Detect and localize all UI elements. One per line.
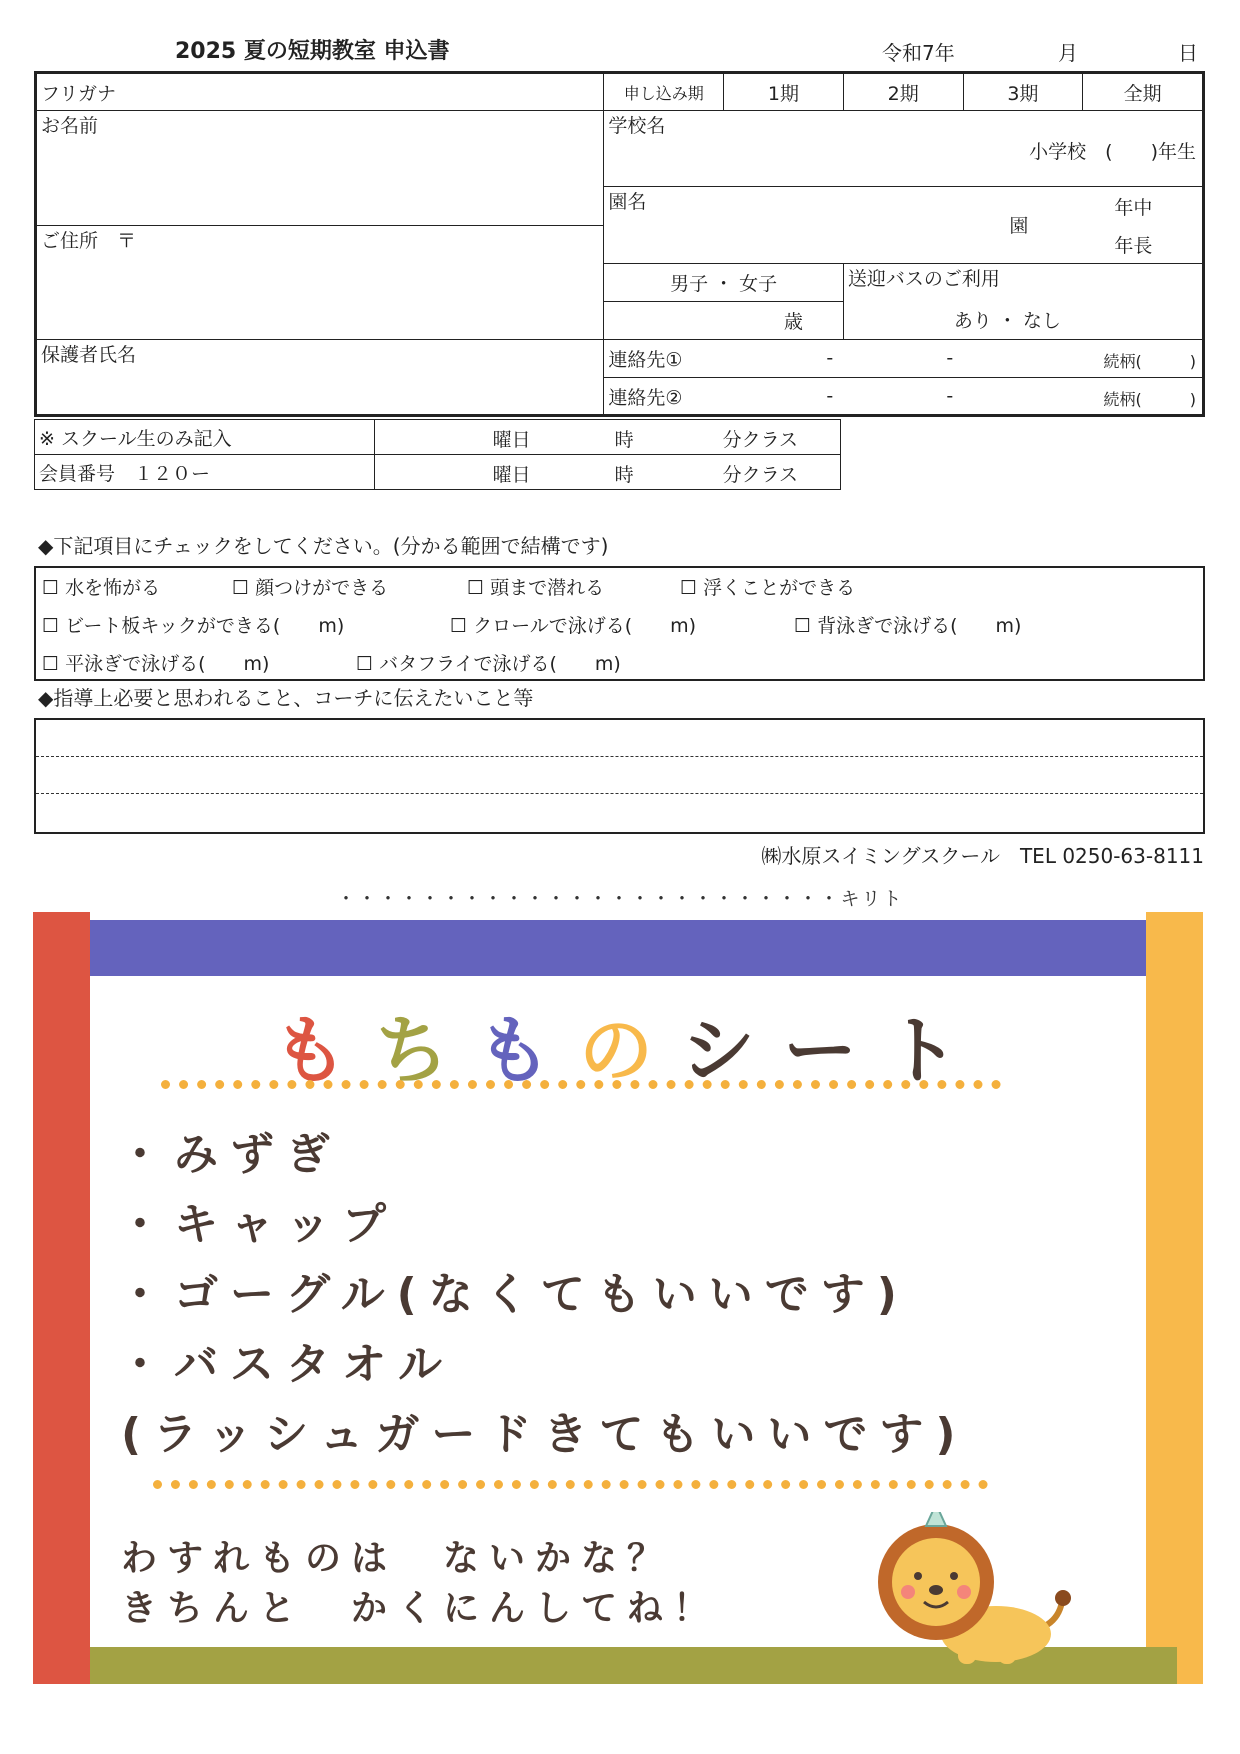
school-member-table [34, 419, 841, 490]
check-float[interactable]: ☐ 浮くことができる [680, 577, 856, 599]
check-face-in[interactable]: ☐ 顔つけができる [232, 577, 389, 599]
item-towel: ・バスタオル [118, 1339, 454, 1390]
notes-line [36, 793, 1203, 794]
contact1-field[interactable]: 連絡先① - - 続柄( ) [604, 340, 1204, 378]
check-breaststroke[interactable]: ☐ 平泳ぎで泳げる( m) [42, 653, 270, 675]
date-day: 日 [1178, 41, 1198, 65]
gender-field[interactable]: 男子 ・ 女子 [604, 264, 843, 302]
guardian-field[interactable]: 保護者氏名 [36, 340, 604, 416]
class-time-1[interactable]: 曜日 時 分クラス [374, 420, 840, 455]
application-table [34, 71, 1205, 417]
kindergarten-suffix: 園 [1009, 215, 1029, 237]
period-1[interactable]: 1期 [724, 73, 844, 111]
notes-line [36, 756, 1203, 757]
item-cap: ・キャップ [118, 1199, 398, 1250]
check-butterfly[interactable]: ☐ バタフライで泳げる( m) [356, 653, 621, 675]
sheet-title-char: ち [375, 1008, 477, 1094]
member-number-field[interactable]: 会員番号 １２０ー [35, 455, 375, 490]
dotted-divider [161, 1080, 1001, 1089]
sheet-title-char: ー [783, 1008, 885, 1094]
period-3[interactable]: 3期 [963, 73, 1083, 111]
school-field[interactable]: 学校名 小学校 ( )年生 [604, 111, 1204, 187]
bus-choice[interactable]: あり ・ なし [953, 310, 1061, 332]
check-kickboard[interactable]: ☐ ビート板キックができる( m) [42, 615, 345, 637]
bus-field[interactable]: 送迎バスのご利用 あり ・ なし [843, 264, 1203, 340]
check-backstroke[interactable]: ☐ 背泳ぎで泳げる( m) [794, 615, 1022, 637]
notes-box[interactable] [34, 718, 1205, 834]
contact2-field[interactable]: 連絡先② - - 続柄( ) [604, 378, 1204, 416]
school-member-note: ※ スクール生のみ記入 [35, 420, 375, 455]
period-2[interactable]: 2期 [843, 73, 963, 111]
age-field[interactable]: 歳 [604, 302, 843, 340]
check-dive-head[interactable]: ☐ 頭まで潜れる [467, 577, 605, 599]
class-time-2[interactable]: 曜日 時 分クラス [374, 455, 840, 490]
frame-top [90, 920, 1177, 976]
period-label: 申し込み期 [604, 73, 724, 111]
check-crawl[interactable]: ☐ クロールで泳げる( m) [450, 615, 697, 637]
checklist-box [34, 566, 1205, 681]
dotted-divider [153, 1480, 988, 1489]
sheet-title-char: の [579, 1008, 681, 1094]
sheet-title-char: も [273, 1008, 375, 1094]
check-fear-water[interactable]: ☐ 水を怖がる [42, 577, 161, 599]
cut-line: ・・・・・・・・・・・・・・・・・・・・・・・・キリト [336, 888, 904, 910]
frame-right [1146, 912, 1203, 1684]
sheet-title-char: も [477, 1008, 579, 1094]
school-suffix: 小学校 ( )年生 [1029, 141, 1196, 163]
name-field[interactable]: お名前 [36, 111, 604, 226]
frame-left [33, 912, 90, 1684]
period-all[interactable]: 全期 [1083, 73, 1204, 111]
date-month: 月 [1058, 41, 1078, 65]
lion-icon [866, 1512, 1086, 1672]
item-swimsuit: ・みずぎ [118, 1129, 342, 1180]
address-field[interactable]: ご住所 〒 [36, 226, 604, 340]
sheet-title-char: ト [885, 1008, 987, 1094]
closing-line-1: わすれものは ないかな？ [121, 1538, 674, 1579]
grade-senior[interactable]: 年長 [1114, 235, 1153, 257]
furigana-field[interactable]: フリガナ [36, 73, 604, 111]
kindergarten-field[interactable]: 園名 園 年中 年長 [604, 187, 1204, 264]
item-rashguard: (ラッシュガードきてもいいです) [121, 1409, 968, 1460]
closing-line-2: きちんと かくにんしてね！ [121, 1588, 720, 1629]
notes-heading: ◆指導上必要と思われること、コーチに伝えたいこと等 [38, 686, 534, 710]
belongings-sheet [33, 912, 1203, 1684]
date-era: 令和7年 [882, 41, 955, 65]
checklist-heading: ◆下記項目にチェックをしてください。(分かる範囲で結構です) [38, 534, 609, 558]
grade-mid[interactable]: 年中 [1114, 197, 1153, 219]
company-contact: ㈱水原スイミングスクール TEL 0250-63-8111 [761, 844, 1204, 868]
form-title: 2025 夏の短期教室 申込書 [175, 39, 450, 64]
item-goggles: ・ゴーグル(なくてもいいです) [118, 1269, 909, 1320]
sheet-title-char: シ [681, 1008, 783, 1094]
